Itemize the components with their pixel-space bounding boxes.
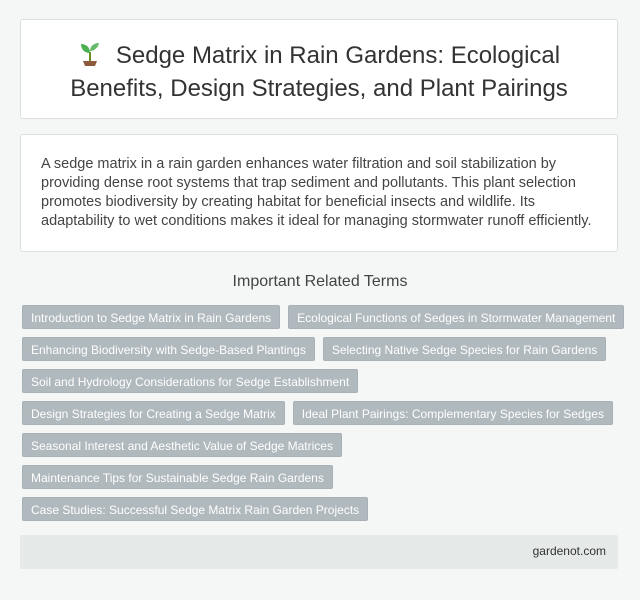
- term-tag[interactable]: Enhancing Biodiversity with Sedge-Based Plantings: [22, 337, 315, 361]
- term-tag[interactable]: Selecting Native Sedge Species for Rain Gardens: [323, 337, 606, 361]
- footer: [20, 535, 618, 569]
- term-tag[interactable]: Ideal Plant Pairings: Complementary Species for Sedges: [293, 401, 613, 425]
- description-text: A sedge matrix in a rain garden enhances water filtration and soil stabilization by providing dense root systems that trap sediment and pollutants. This plant selection promotes biodiversity by creating habitat for beneficial insects and wildlife. Its adaptability to wet conditions makes it ideal for managing stormwater runoff efficiently.: [41, 156, 592, 229]
- term-tag[interactable]: Ecological Functions of Sedges in Stormwater Management: [288, 305, 624, 329]
- term-tag[interactable]: Introduction to Sedge Matrix in Rain Gardens: [22, 305, 280, 329]
- page-title: [21, 20, 617, 104]
- terms-list: [22, 305, 622, 529]
- term-tag[interactable]: Maintenance Tips for Sustainable Sedge Rain Gardens: [22, 465, 333, 489]
- title-card: [20, 19, 618, 119]
- sprout-icon: [78, 40, 102, 74]
- term-tag[interactable]: Design Strategies for Creating a Sedge Matrix: [22, 401, 285, 425]
- terms-heading: Important Related Terms: [232, 273, 408, 290]
- site-link[interactable]: gardenot.com: [532, 544, 606, 558]
- term-tag[interactable]: Soil and Hydrology Considerations for Sedge Establishment: [22, 369, 358, 393]
- title-line-2: Benefits, Design Strategies, and Plant Pairings: [70, 75, 568, 102]
- description-card: [20, 134, 618, 252]
- term-tag[interactable]: Seasonal Interest and Aesthetic Value of Sedge Matrices: [22, 433, 342, 457]
- term-tag[interactable]: Case Studies: Successful Sedge Matrix Rain Garden Projects: [22, 497, 368, 521]
- title-line-1: Sedge Matrix in Rain Gardens: Ecological: [115, 42, 561, 69]
